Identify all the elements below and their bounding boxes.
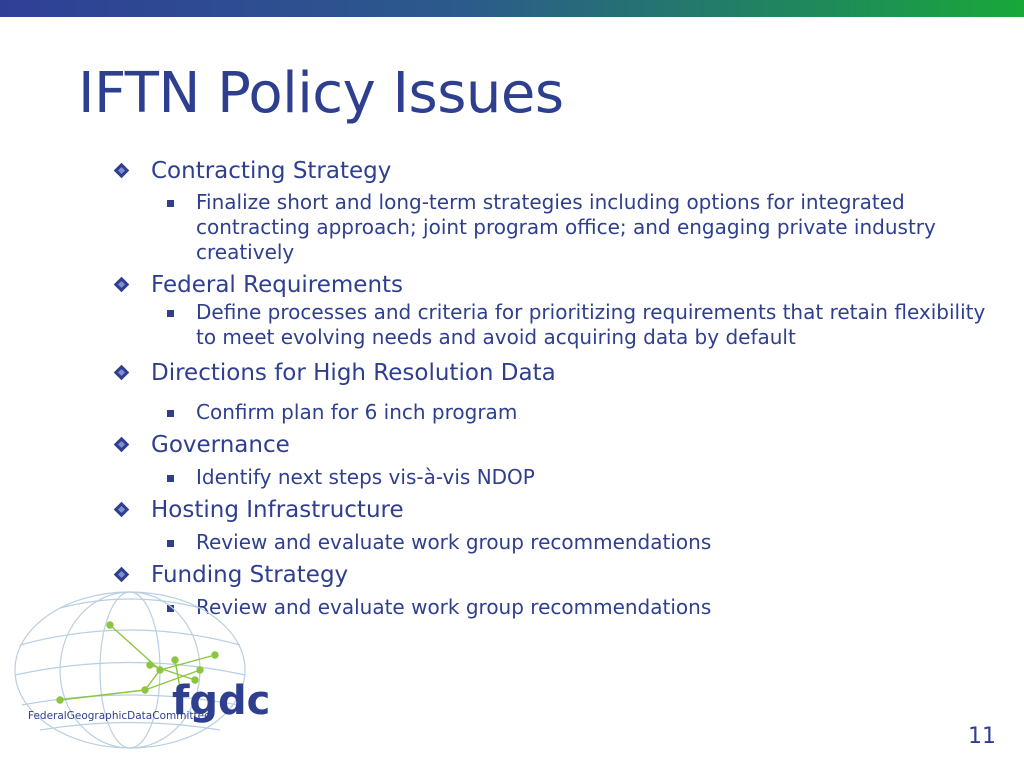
diamond-bullet-icon (114, 163, 130, 179)
square-bullet-icon (167, 540, 174, 547)
sub-bullet-text: Define processes and criteria for prioritizing requirements that retain flexibility to meet evolving needs and avoid acquiring data by default (196, 300, 986, 349)
square-bullet-icon (167, 410, 174, 417)
bullet-heading: Contracting Strategy (151, 158, 392, 184)
bullet-heading: Funding Strategy (151, 562, 349, 588)
bullet-funding-strategy (112, 560, 992, 590)
diamond-bullet-icon (114, 437, 130, 453)
top-gradient-bar (0, 0, 1024, 17)
bullet-hosting-infrastructure (112, 495, 992, 525)
sub-bullet (112, 300, 992, 350)
bullet-heading: Governance (151, 432, 290, 458)
fgdc-logo (0, 590, 280, 755)
bullet-federal-requirements (112, 270, 992, 300)
bullet-high-resolution-data (112, 358, 992, 388)
bullet-heading: Federal Requirements (151, 272, 404, 298)
page-number: 11 (968, 724, 996, 749)
square-bullet-icon (167, 310, 174, 317)
bullet-list (112, 156, 992, 620)
slide-title: IFTN Policy Issues (78, 61, 564, 126)
bullet-heading: Hosting Infrastructure (151, 497, 404, 523)
diamond-bullet-icon (114, 277, 130, 293)
globe-network-icon (15, 592, 245, 748)
diamond-bullet-icon (114, 502, 130, 518)
sub-bullet (112, 190, 992, 265)
sub-bullet-text: Review and evaluate work group recommendations (196, 530, 712, 554)
bullet-governance (112, 430, 992, 460)
diamond-bullet-icon (114, 567, 130, 583)
sub-bullet-text: Confirm plan for 6 inch program (196, 400, 518, 424)
sub-bullet-text: Finalize short and long-term strategies including options for integrated contracting approach; joint program office; and engaging private industry creatively (196, 190, 936, 264)
sub-bullet (112, 530, 992, 555)
sub-bullet (112, 400, 992, 425)
diamond-bullet-icon (114, 365, 130, 381)
bullet-heading: Directions for High Resolution Data (151, 360, 556, 386)
sub-bullet-text: Identify next steps vis-à-vis NDOP (196, 465, 535, 489)
fgdc-wordmark: fgdc (172, 678, 271, 724)
square-bullet-icon (167, 200, 174, 207)
bullet-contracting-strategy (112, 156, 992, 186)
square-bullet-icon (167, 475, 174, 482)
sub-bullet-text: Review and evaluate work group recommendations (196, 595, 712, 619)
sub-bullet (112, 465, 992, 490)
fgdc-committee-name: FederalGeographicDataCommittee (28, 710, 211, 722)
